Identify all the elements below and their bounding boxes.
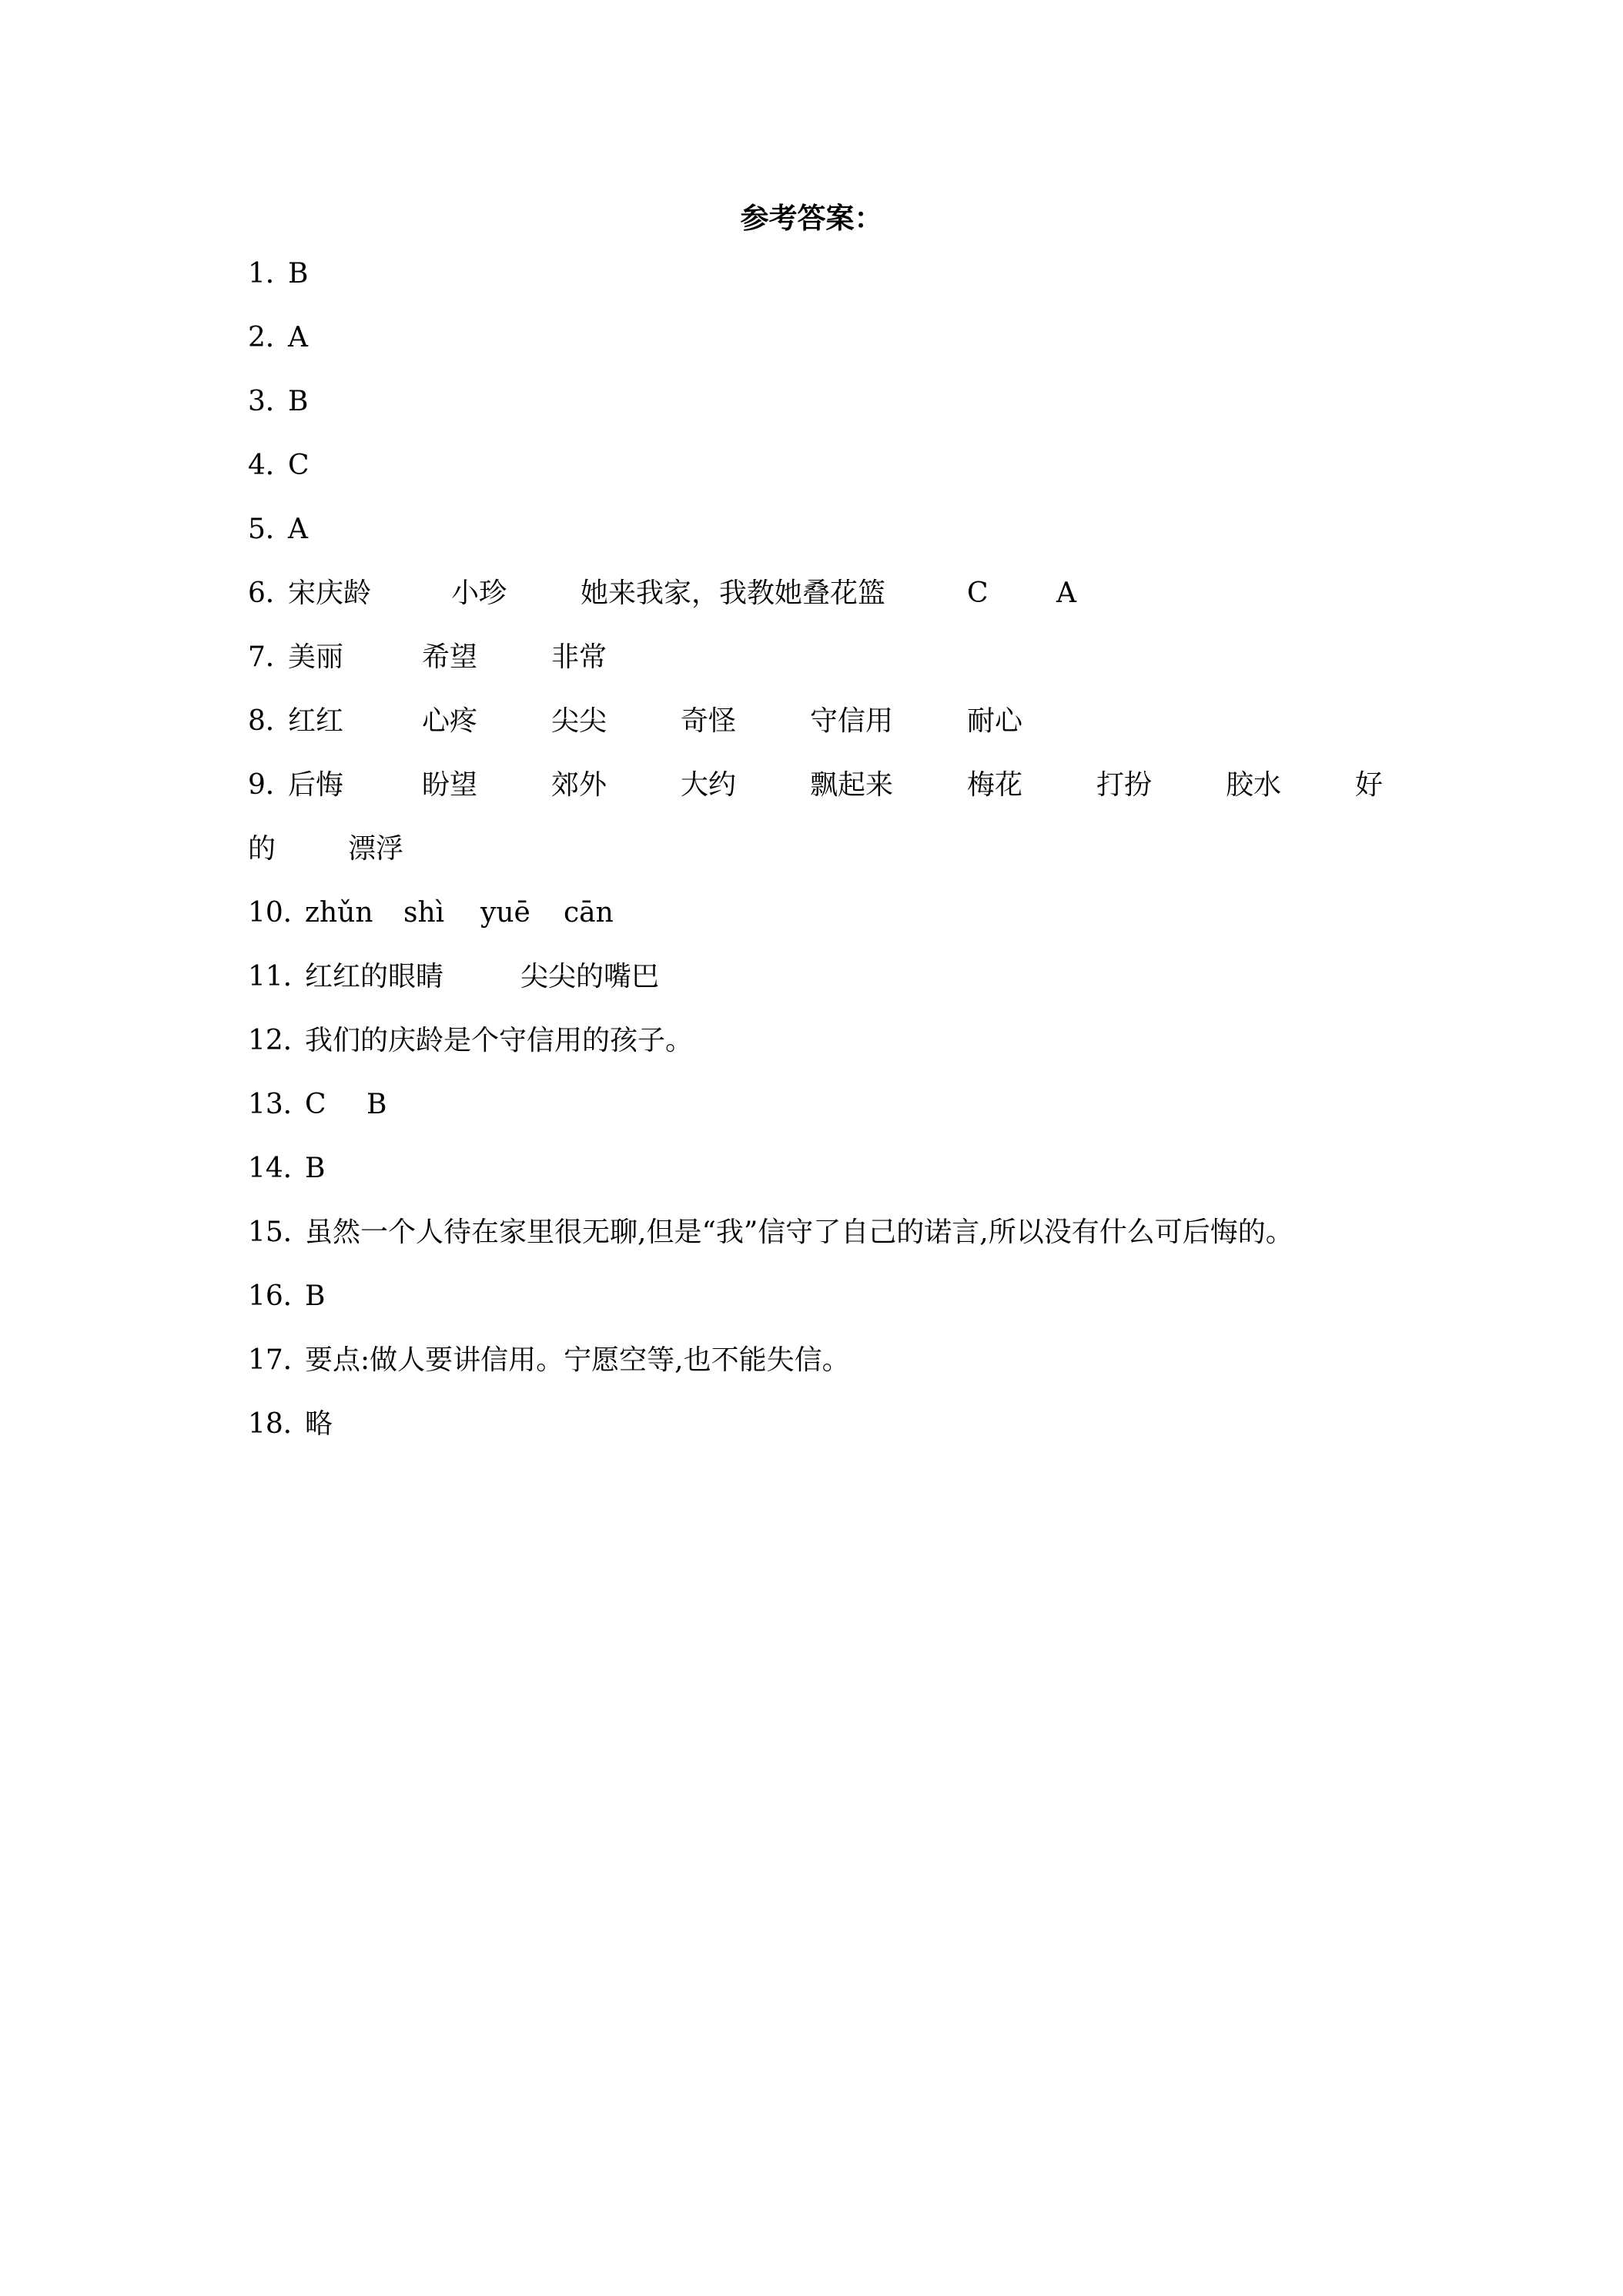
answer-text: 奇怪 [681,705,737,737]
answer-number: 7． [248,641,293,673]
answer-number: 14． [248,1153,311,1184]
answer-text: 尖尖 [551,705,607,737]
answer-text: 虽然一个人待在家里很无聊,但是“我”信守了自己的诺言,所以没有什么可后悔的。 [305,1217,1293,1248]
answer-text: 要点:做人要讲信用。宁愿空等,也不能失信。 [305,1344,850,1376]
answer-number: 11． [248,961,311,992]
answer-text: C [305,1089,326,1120]
answer-text: 耐心 [967,705,1023,737]
page-title: 参考答案： [740,201,883,235]
answer-number: 3． [248,386,293,417]
answer-text: 希望 [422,641,478,673]
answer-text: 盼望 [422,769,478,801]
answer-number: 12． [248,1025,311,1056]
answer-text: A [288,514,308,545]
answer-text: 小珍 [451,577,507,609]
answer-text: 美丽 [288,641,344,673]
answer-text: 略 [305,1408,333,1440]
answer-text: 守信用 [810,705,894,737]
answer-text: A [288,322,308,353]
answer-text: 飘起来 [810,769,894,801]
answer-number: 5． [248,514,293,545]
answer-text: 宋庆龄 [288,577,372,609]
answer-number: 1． [248,258,293,290]
answer-text: 漂浮 [348,833,404,865]
answer-number: 2． [248,322,293,353]
answer-text: A [1056,577,1076,609]
answer-text: B [288,258,309,290]
answer-text: B [305,1280,326,1312]
answer-text: 尖尖的嘴巴 [520,961,660,992]
answer-text: zhǔn [305,897,373,929]
answer-text: B [305,1153,326,1184]
answer-text: 心疼 [422,705,478,737]
answer-text: yuē [480,897,530,929]
answer-number: 9． [248,769,293,801]
answer-text: 梅花 [967,769,1023,801]
answer-text: 大约 [681,769,737,801]
answer-text: B [288,386,309,417]
answer-number: 16． [248,1280,311,1312]
answer-text: 红红 [288,705,344,737]
answer-number: 4． [248,450,293,481]
answer-text: 红红的眼睛 [305,961,444,992]
answer-text: 打扮 [1096,769,1153,801]
answer-number: 8． [248,705,293,737]
answer-text: 郊外 [551,769,607,801]
answer-text: 胶水 [1226,769,1282,801]
answer-number: 13． [248,1089,311,1120]
answer-text: C [967,577,989,609]
answer-text: 的 [248,833,276,865]
answer-text: cān [564,897,614,929]
answer-text: 我们的庆龄是个守信用的孩子。 [305,1025,694,1056]
answer-number: 10． [248,897,311,929]
answer-text: shì [403,897,445,929]
answer-number: 15． [248,1217,311,1248]
answer-text: 后悔 [288,769,344,801]
answer-number: 18． [248,1408,311,1440]
answer-number: 17． [248,1344,311,1376]
answer-text: C [288,450,310,481]
answer-text: 非常 [551,641,607,673]
answer-text: B [366,1089,387,1120]
answer-text: 好 [1355,769,1384,801]
answer-text: 她来我家，我教她叠花篮 [581,577,886,609]
answer-number: 6． [248,577,293,609]
